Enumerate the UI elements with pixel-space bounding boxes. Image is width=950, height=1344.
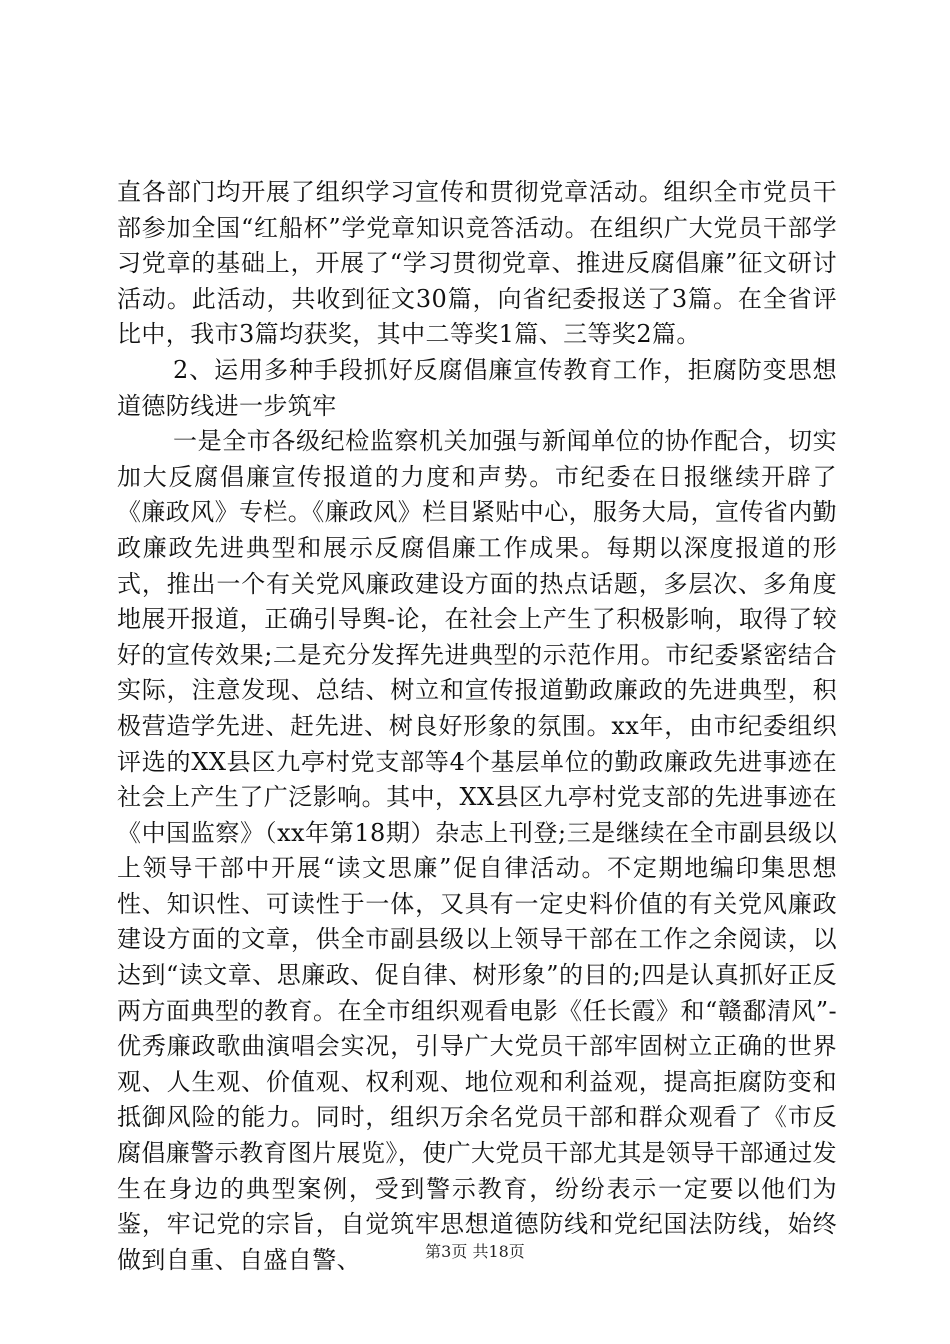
paragraph-publicity-measures: 一是全市各级纪检监察机关加强与新闻单位的协作配合，切实加大反腐倡廉宣传报道的力度和声势。市纪委在日报继续开辟了《廉政风》专栏。《廉政风》栏目紧贴中心，服务大局，宣传省内勤政廉政先进典型和展示反腐倡廉工作成果。每期以深度报道的形式，推出一个有关党风廉政建设方面的热点话题，多层次、多角度地展开报道，正确引导舆-论，在社会上产生了积极影响，取得了较好的宣传效果;二是充分发挥先进典型的示范作用。市纪委紧密结合实际，注意发现、总结、树立和宣传报道勤政廉政的先进典型，积极营造学先进、赶先进、树良好形象的氛围。xx年，由市纪委组织评选的XX县区九亭村党支部等4个基层单位的勤政廉政先进事迹在社会上产生了广泛影响。其中，XX县区九亭村党支部的先进事迹在《中国监察》（xx年第18期）杂志上刊登;三是继续在全市副县级以上领导干部中开展“读文思廉”促自律活动。不定期地编印集思想性、知识性、可读性于一体，又具有一定史料价值的有关党风廉政建设方面的文章，供全市副县级以上领导干部在工作之余阅读，以达到“读文章、思廉政、促自律、树形象”的目的;四是认真抓好正反两方面典型的教育。在全市组织观看电影《任长霞》和“赣鄱清风”-优秀廉政歌曲演唱会实况，引导广大党员干部牢固树立正确的世界观、人生观、价值观、权利观、地位观和利益观，提高拒腐防变和抵御风险的能力。同时，组织万余名党员干部和群众观看了《市反腐倡廉警示教育图片展览》，使广大党员干部尤其是领导干部通过发生在身边的典型案例，受到警示教育，纷纷表示一定要以他们为鉴，牢记党的宗旨，自觉筑牢思想道德防线和党纪国法防线，始终做到自重、自盛自警、 [117, 427, 837, 1274]
paragraph-party-charter-activities: 直各部门均开展了组织学习宣传和贯彻党章活动。组织全市党员干部参加全国“红船杯”学党章知识竞答活动。在组织广大党员干部学习党章的基础上，开展了“学习贯彻党章、推进反腐倡廉”征文研讨活动。此活动，共收到征文30篇，向省纪委报送了3篇。在全省评比中，我市3篇均获奖，其中二等奖1篇、三等奖2篇。 [117, 178, 837, 349]
document-body [117, 175, 837, 1278]
section-heading-anti-corruption-education: 2、运用多种手段抓好反腐倡廉宣传教育工作，拒腐防变思想道德防线进一步筑牢 [117, 355, 837, 420]
page-number-footer: 第3页 共18页 [425, 1242, 525, 1261]
